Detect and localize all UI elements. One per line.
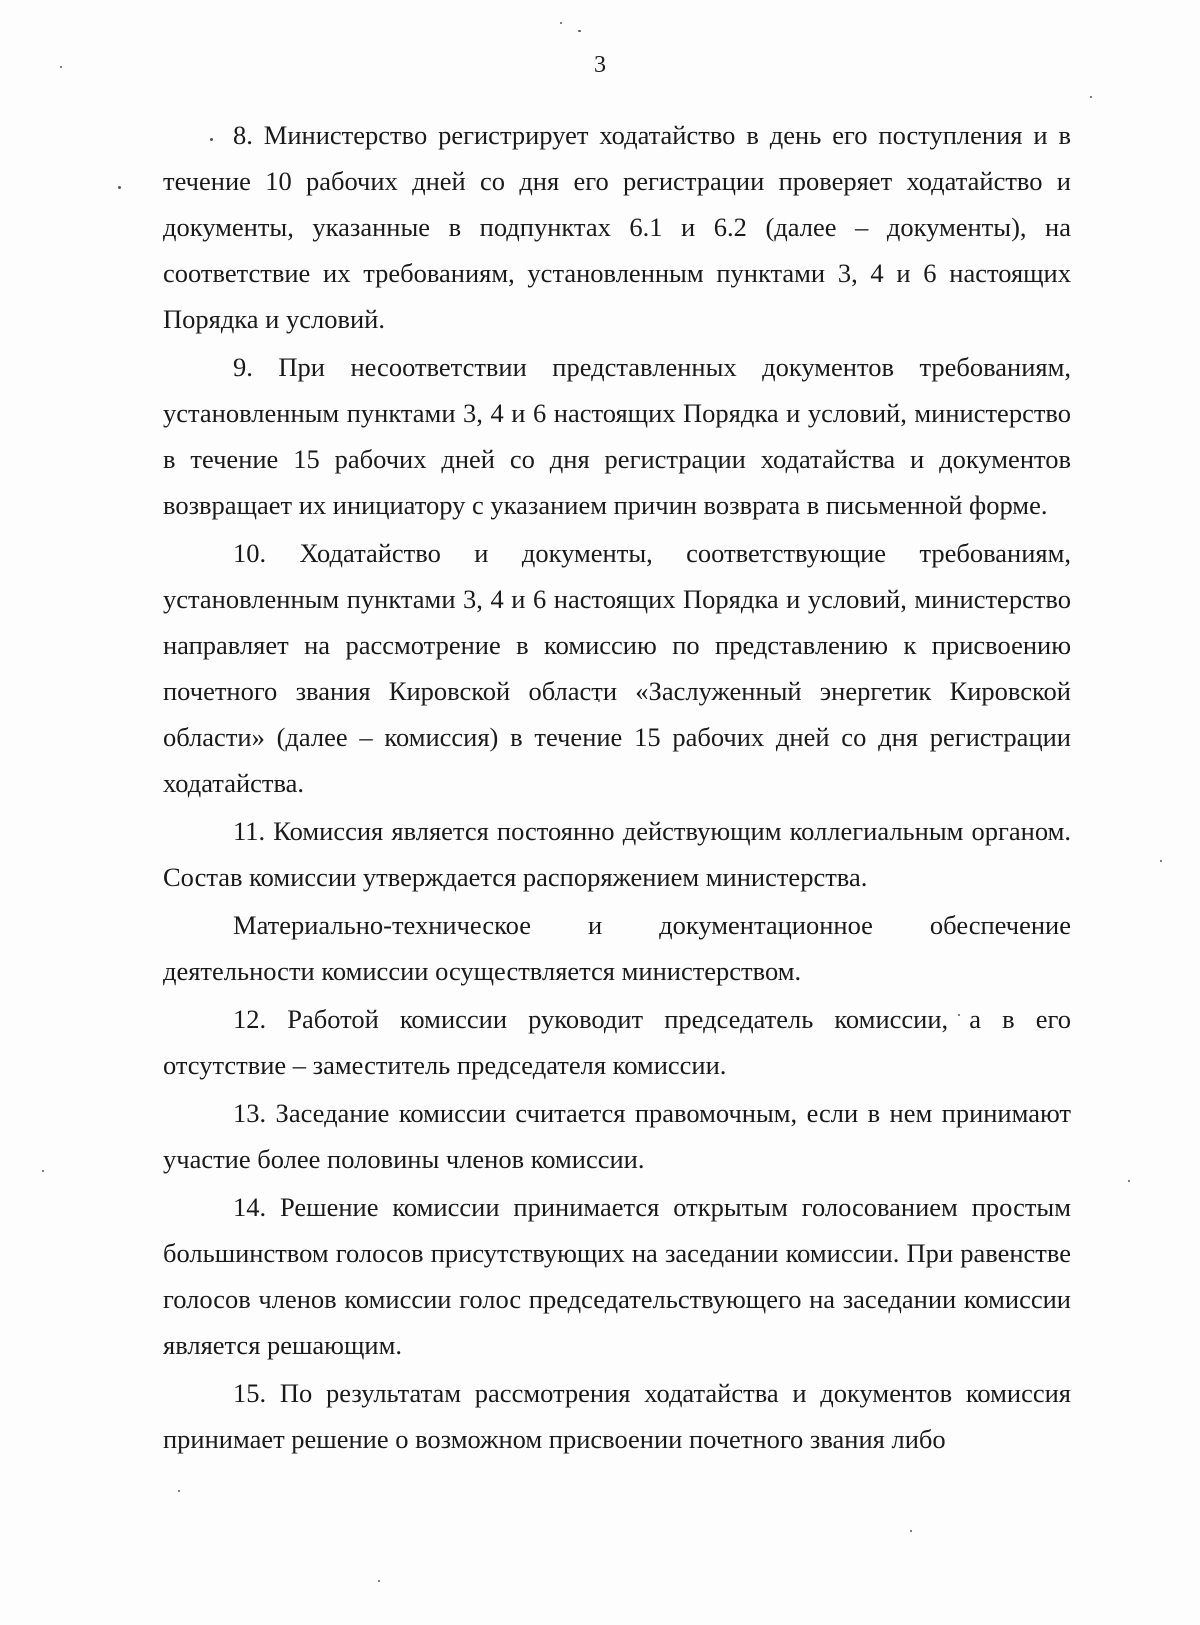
paragraph-11: 11. Комиссия является постоянно действующим коллегиальным органом. Состав комиссии утверждается распоряжением министерства.: [163, 816, 1071, 892]
paragraph-12: 12. Работой комиссии руководит председатель комиссии, а в его отсутствие – заместитель председателя комиссии.: [163, 1004, 1071, 1080]
paragraph-8: 8. Министерство регистрирует ходатайство в день его поступления и в течение 10 рабочих дней со дня его регистрации проверяет ходатайство и документы, указанные в подпунктах 6.1 и 6.2 (далее – документы), на соответствие их требованиям, установленным пунктами 3, 4 и 6 настоящих Порядка и условий.: [163, 120, 1071, 334]
document-body: [163, 112, 1071, 1464]
paragraph-13: 13. Заседание комиссии считается правомочным, если в нем принимают участие более половины членов комиссии.: [163, 1098, 1071, 1174]
paragraph-9: 9. При несоответствии представленных документов требованиям, установленным пунктами 3, 4 и 6 настоящих Порядка и условий, министерство в течение 15 рабочих дней со дня регистрации ходатайства и документов возвращает их инициатору с указанием причин возврата в письменной форме.: [163, 352, 1071, 520]
paragraph-10: 10. Ходатайство и документы, соответствующие требованиям, установленным пунктами 3, 4 и 6 настоящих Порядка и условий, министерство направляет на рассмотрение в комиссию по представлению к присвоению почетного звания Кировской области «Заслуженный энергетик Кировской области» (далее – комиссия) в течение 15 рабочих дней со дня регистрации ходатайства.: [163, 538, 1071, 798]
paragraph-15: 15. По результатам рассмотрения ходатайства и документов комиссия принимает решение о возможном присвоении почетного звания либо: [163, 1378, 1071, 1454]
paragraph-14: 14. Решение комиссии принимается открытым голосованием простым большинством голосов присутствующих на заседании комиссии. При равенстве голосов членов комиссии голос председательствующего на заседании комиссии является решающим.: [163, 1192, 1071, 1360]
page-number: 3: [594, 52, 606, 78]
paragraph-11-continued: Материально-техническое и документационное обеспечение деятельности комиссии осуществляется министерством.: [163, 910, 1071, 986]
